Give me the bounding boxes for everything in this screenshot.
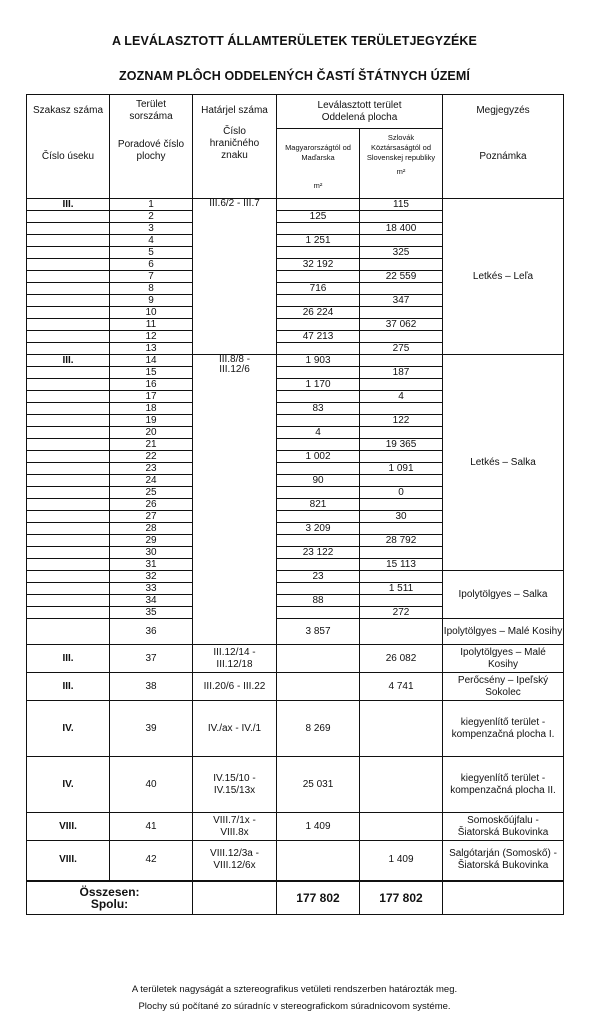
area-from-slovakia <box>360 403 443 415</box>
section-cell <box>27 319 110 331</box>
header-section <box>27 95 110 199</box>
area-number: 8 <box>110 283 193 295</box>
area-from-slovakia: 18 400 <box>360 223 443 235</box>
area-number: 17 <box>110 391 193 403</box>
area-from-slovakia <box>360 283 443 295</box>
area-from-hungary <box>277 439 360 451</box>
boundary-marker: III.8/8 - III.12/6 <box>193 355 277 645</box>
total-marker-empty <box>193 881 277 915</box>
area-from-hungary: 1 170 <box>277 379 360 391</box>
total-from-slovakia: 177 802 <box>360 881 443 915</box>
section-cell <box>27 571 110 583</box>
area-number: 1 <box>110 199 193 211</box>
section-cell <box>27 367 110 379</box>
area-from-slovakia: 19 365 <box>360 439 443 451</box>
area-from-slovakia <box>360 701 443 757</box>
area-from-slovakia: 1 091 <box>360 463 443 475</box>
area-from-slovakia <box>360 547 443 559</box>
note-ipolytolgyes-male-kosihy: Ipolytölgyes – Malé Kosihy <box>443 619 564 645</box>
area-from-slovakia: 22 559 <box>360 271 443 283</box>
section-cell <box>27 439 110 451</box>
area-from-hungary: 88 <box>277 595 360 607</box>
section-number: III. <box>27 199 110 211</box>
area-from-slovakia: 30 <box>360 511 443 523</box>
header-detached-area <box>277 95 443 129</box>
header-from-slovakia <box>360 129 443 199</box>
area-number: 11 <box>110 319 193 331</box>
total-note-empty <box>443 881 564 915</box>
header-from-slovakia-text: Szlovák Köztársaságtól od Slovenskej republiky <box>366 133 436 162</box>
area-number: 35 <box>110 607 193 619</box>
area-from-hungary <box>277 343 360 355</box>
area-from-hungary: 25 031 <box>277 757 360 813</box>
area-number: 4 <box>110 235 193 247</box>
header-from-hungary <box>277 129 360 199</box>
area-number: 7 <box>110 271 193 283</box>
area-number: 30 <box>110 547 193 559</box>
area-from-hungary: 83 <box>277 403 360 415</box>
section-cell <box>27 451 110 463</box>
area-from-hungary <box>277 367 360 379</box>
area-from-hungary <box>277 583 360 595</box>
area-number: 6 <box>110 259 193 271</box>
total-label-sk: Spolu: <box>90 896 129 911</box>
area-from-slovakia: 1 511 <box>360 583 443 595</box>
area-from-slovakia: 272 <box>360 607 443 619</box>
header-detached-hu: Leválasztott terület <box>317 99 402 111</box>
area-from-hungary: 3 857 <box>277 619 360 645</box>
area-from-hungary: 90 <box>277 475 360 487</box>
note-letkes-lela: Letkés – Leľa <box>443 199 564 355</box>
header-section-hu: Szakasz száma <box>32 105 104 116</box>
area-from-slovakia: 28 792 <box>360 535 443 547</box>
area-from-slovakia <box>360 427 443 439</box>
area-number: 31 <box>110 559 193 571</box>
area-from-hungary: 716 <box>277 283 360 295</box>
header-note <box>443 95 564 199</box>
total-label-hu: Összesen: <box>79 884 140 899</box>
area-from-slovakia <box>360 571 443 583</box>
area-number: 14 <box>110 355 193 367</box>
header-from-hungary-text: Magyarországtól od Maďarska <box>285 143 351 162</box>
area-from-hungary: 1 409 <box>277 813 360 841</box>
section-cell <box>27 583 110 595</box>
area-number: 22 <box>110 451 193 463</box>
area-from-slovakia <box>360 307 443 319</box>
area-number: 18 <box>110 403 193 415</box>
note: Ipolytölgyes – Malé Kosihy <box>443 645 564 673</box>
area-from-hungary: 23 <box>277 571 360 583</box>
boundary-marker: III.6/2 - III.7 <box>193 199 277 355</box>
section-cell <box>27 307 110 319</box>
area-from-hungary <box>277 487 360 499</box>
title-hungarian: A LEVÁLASZTOTT ÁLLAMTERÜLETEK TERÜLETJEGYZÉKE <box>112 34 477 48</box>
section-cell <box>27 403 110 415</box>
area-number: 9 <box>110 295 193 307</box>
footnote-slovak: Plochy sú počítané zo súradníc v stereografickom súradnicovom systéme. <box>138 1001 451 1012</box>
area-from-hungary <box>277 247 360 259</box>
section-cell <box>27 499 110 511</box>
area-number: 10 <box>110 307 193 319</box>
unit-m2-hu: m² <box>313 181 323 190</box>
footnote-hungarian: A területek nagyságát a sztereografikus vetületi rendszerben határozták meg. <box>131 984 458 995</box>
section-cell <box>27 343 110 355</box>
area-from-slovakia <box>360 499 443 511</box>
note: kiegyenlítő terület - kompenzačná plocha II. <box>443 757 564 813</box>
area-from-hungary: 8 269 <box>277 701 360 757</box>
section-cell <box>27 235 110 247</box>
area-number: 41 <box>110 813 193 841</box>
area-from-hungary <box>277 415 360 427</box>
area-from-slovakia <box>360 379 443 391</box>
note: Perőcsény – Ipeľský Sokolec <box>443 673 564 701</box>
header-section-sk: Číslo úseku <box>41 151 95 162</box>
section-cell <box>27 247 110 259</box>
header-detached-sk: Oddelená plocha <box>321 111 398 123</box>
area-from-hungary: 23 122 <box>277 547 360 559</box>
area-from-slovakia <box>360 595 443 607</box>
total-from-hungary: 177 802 <box>277 881 360 915</box>
area-number: 36 <box>110 619 193 645</box>
area-number: 25 <box>110 487 193 499</box>
area-from-slovakia <box>360 619 443 645</box>
area-from-slovakia: 347 <box>360 295 443 307</box>
area-from-slovakia: 325 <box>360 247 443 259</box>
header-note-hu: Megjegyzés <box>476 105 530 116</box>
area-number: 24 <box>110 475 193 487</box>
area-from-slovakia: 0 <box>360 487 443 499</box>
section-number: VIII. <box>27 841 110 881</box>
area-number: 38 <box>110 673 193 701</box>
area-from-slovakia <box>360 355 443 367</box>
area-from-slovakia <box>360 813 443 841</box>
section-cell <box>27 595 110 607</box>
boundary-marker: III.12/14 - III.12/18 <box>193 645 277 673</box>
section-number: IV. <box>27 757 110 813</box>
section-number: III. <box>27 355 110 367</box>
area-number: 19 <box>110 415 193 427</box>
area-from-hungary <box>277 511 360 523</box>
section-cell <box>27 559 110 571</box>
area-from-slovakia: 4 741 <box>360 673 443 701</box>
area-number: 26 <box>110 499 193 511</box>
area-number: 16 <box>110 379 193 391</box>
area-from-hungary: 26 224 <box>277 307 360 319</box>
unit-m2-sk: m² <box>396 167 406 176</box>
section-cell <box>27 475 110 487</box>
area-from-hungary <box>277 841 360 881</box>
section-cell <box>27 547 110 559</box>
area-number: 42 <box>110 841 193 881</box>
area-number: 27 <box>110 511 193 523</box>
section-number: III. <box>27 673 110 701</box>
area-from-hungary <box>277 607 360 619</box>
header-area-no-sk: Poradové číslo plochy <box>117 139 185 162</box>
area-number: 29 <box>110 535 193 547</box>
area-from-hungary: 32 192 <box>277 259 360 271</box>
area-from-slovakia: 1 409 <box>360 841 443 881</box>
section-cell <box>27 391 110 403</box>
area-from-hungary: 821 <box>277 499 360 511</box>
header-area-no-hu: Terület sorszáma <box>129 99 173 122</box>
note: Somoskőújfalu - Šiatorská Bukovinka <box>443 813 564 841</box>
area-from-slovakia: 26 082 <box>360 645 443 673</box>
area-from-slovakia <box>360 451 443 463</box>
section-cell <box>27 259 110 271</box>
area-from-slovakia <box>360 331 443 343</box>
boundary-marker: IV.15/10 - IV.15/13x <box>193 757 277 813</box>
area-from-hungary <box>277 535 360 547</box>
title-slovak: ZOZNAM PLÔCH ODDELENÝCH ČASTÍ ŠTÁTNYCH ÚZEMÍ <box>119 69 470 83</box>
area-number: 34 <box>110 595 193 607</box>
area-table <box>26 94 564 915</box>
note: kiegyenlítő terület - kompenzačná plocha I. <box>443 701 564 757</box>
area-from-hungary <box>277 223 360 235</box>
section-cell <box>27 535 110 547</box>
area-number: 32 <box>110 571 193 583</box>
header-marker <box>193 95 277 199</box>
area-from-hungary <box>277 645 360 673</box>
area-from-slovakia: 122 <box>360 415 443 427</box>
area-number: 3 <box>110 223 193 235</box>
section-cell <box>27 511 110 523</box>
section-cell <box>27 619 110 645</box>
area-from-hungary <box>277 199 360 211</box>
area-from-hungary <box>277 673 360 701</box>
boundary-marker: IV./ax - IV./1 <box>193 701 277 757</box>
area-from-slovakia <box>360 757 443 813</box>
area-from-hungary: 3 209 <box>277 523 360 535</box>
section-cell <box>27 523 110 535</box>
area-from-slovakia: 275 <box>360 343 443 355</box>
area-from-slovakia <box>360 235 443 247</box>
section-number: IV. <box>27 701 110 757</box>
area-number: 15 <box>110 367 193 379</box>
area-number: 33 <box>110 583 193 595</box>
area-number: 2 <box>110 211 193 223</box>
header-marker-hu: Határjel száma <box>201 105 268 116</box>
area-number: 23 <box>110 463 193 475</box>
area-from-hungary: 4 <box>277 427 360 439</box>
area-from-hungary <box>277 319 360 331</box>
area-from-slovakia: 115 <box>360 199 443 211</box>
area-from-hungary <box>277 559 360 571</box>
area-number: 21 <box>110 439 193 451</box>
section-cell <box>27 607 110 619</box>
section-cell <box>27 379 110 391</box>
area-number: 12 <box>110 331 193 343</box>
section-number: III. <box>27 645 110 673</box>
total-label <box>27 881 193 915</box>
area-number: 13 <box>110 343 193 355</box>
area-from-hungary: 125 <box>277 211 360 223</box>
area-from-hungary <box>277 271 360 283</box>
area-from-slovakia <box>360 475 443 487</box>
section-cell <box>27 427 110 439</box>
section-cell <box>27 295 110 307</box>
section-number: VIII. <box>27 813 110 841</box>
section-cell <box>27 223 110 235</box>
area-from-hungary: 1 903 <box>277 355 360 367</box>
boundary-marker: VIII.12/3a - VIII.12/6x <box>193 841 277 881</box>
section-cell <box>27 487 110 499</box>
header-note-sk: Poznámka <box>479 151 527 162</box>
section-cell <box>27 463 110 475</box>
area-from-hungary <box>277 295 360 307</box>
area-from-slovakia: 37 062 <box>360 319 443 331</box>
note: Salgótarján (Somoskő) - Šiatorská Bukovinka <box>443 841 564 881</box>
boundary-marker: VIII.7/1x - VIII.8x <box>193 813 277 841</box>
area-number: 28 <box>110 523 193 535</box>
area-from-hungary: 1 251 <box>277 235 360 247</box>
area-number: 37 <box>110 645 193 673</box>
area-number: 39 <box>110 701 193 757</box>
boundary-marker: III.20/6 - III.22 <box>193 673 277 701</box>
area-from-slovakia <box>360 211 443 223</box>
area-from-slovakia: 15 113 <box>360 559 443 571</box>
area-from-slovakia <box>360 259 443 271</box>
area-number: 5 <box>110 247 193 259</box>
area-number: 20 <box>110 427 193 439</box>
section-cell <box>27 271 110 283</box>
section-cell <box>27 211 110 223</box>
area-from-hungary <box>277 463 360 475</box>
area-from-hungary <box>277 391 360 403</box>
section-cell <box>27 283 110 295</box>
area-from-slovakia: 187 <box>360 367 443 379</box>
area-from-slovakia: 4 <box>360 391 443 403</box>
area-number: 40 <box>110 757 193 813</box>
note-ipolytolgyes-salka: Ipolytölgyes – Salka <box>443 571 564 619</box>
header-area-no <box>110 95 193 199</box>
area-from-hungary: 1 002 <box>277 451 360 463</box>
area-from-slovakia <box>360 523 443 535</box>
header-marker-sk: Číslo hraničného znaku <box>209 126 260 161</box>
area-from-hungary: 47 213 <box>277 331 360 343</box>
note-letkes-salka: Letkés – Salka <box>443 355 564 571</box>
section-cell <box>27 415 110 427</box>
section-cell <box>27 331 110 343</box>
